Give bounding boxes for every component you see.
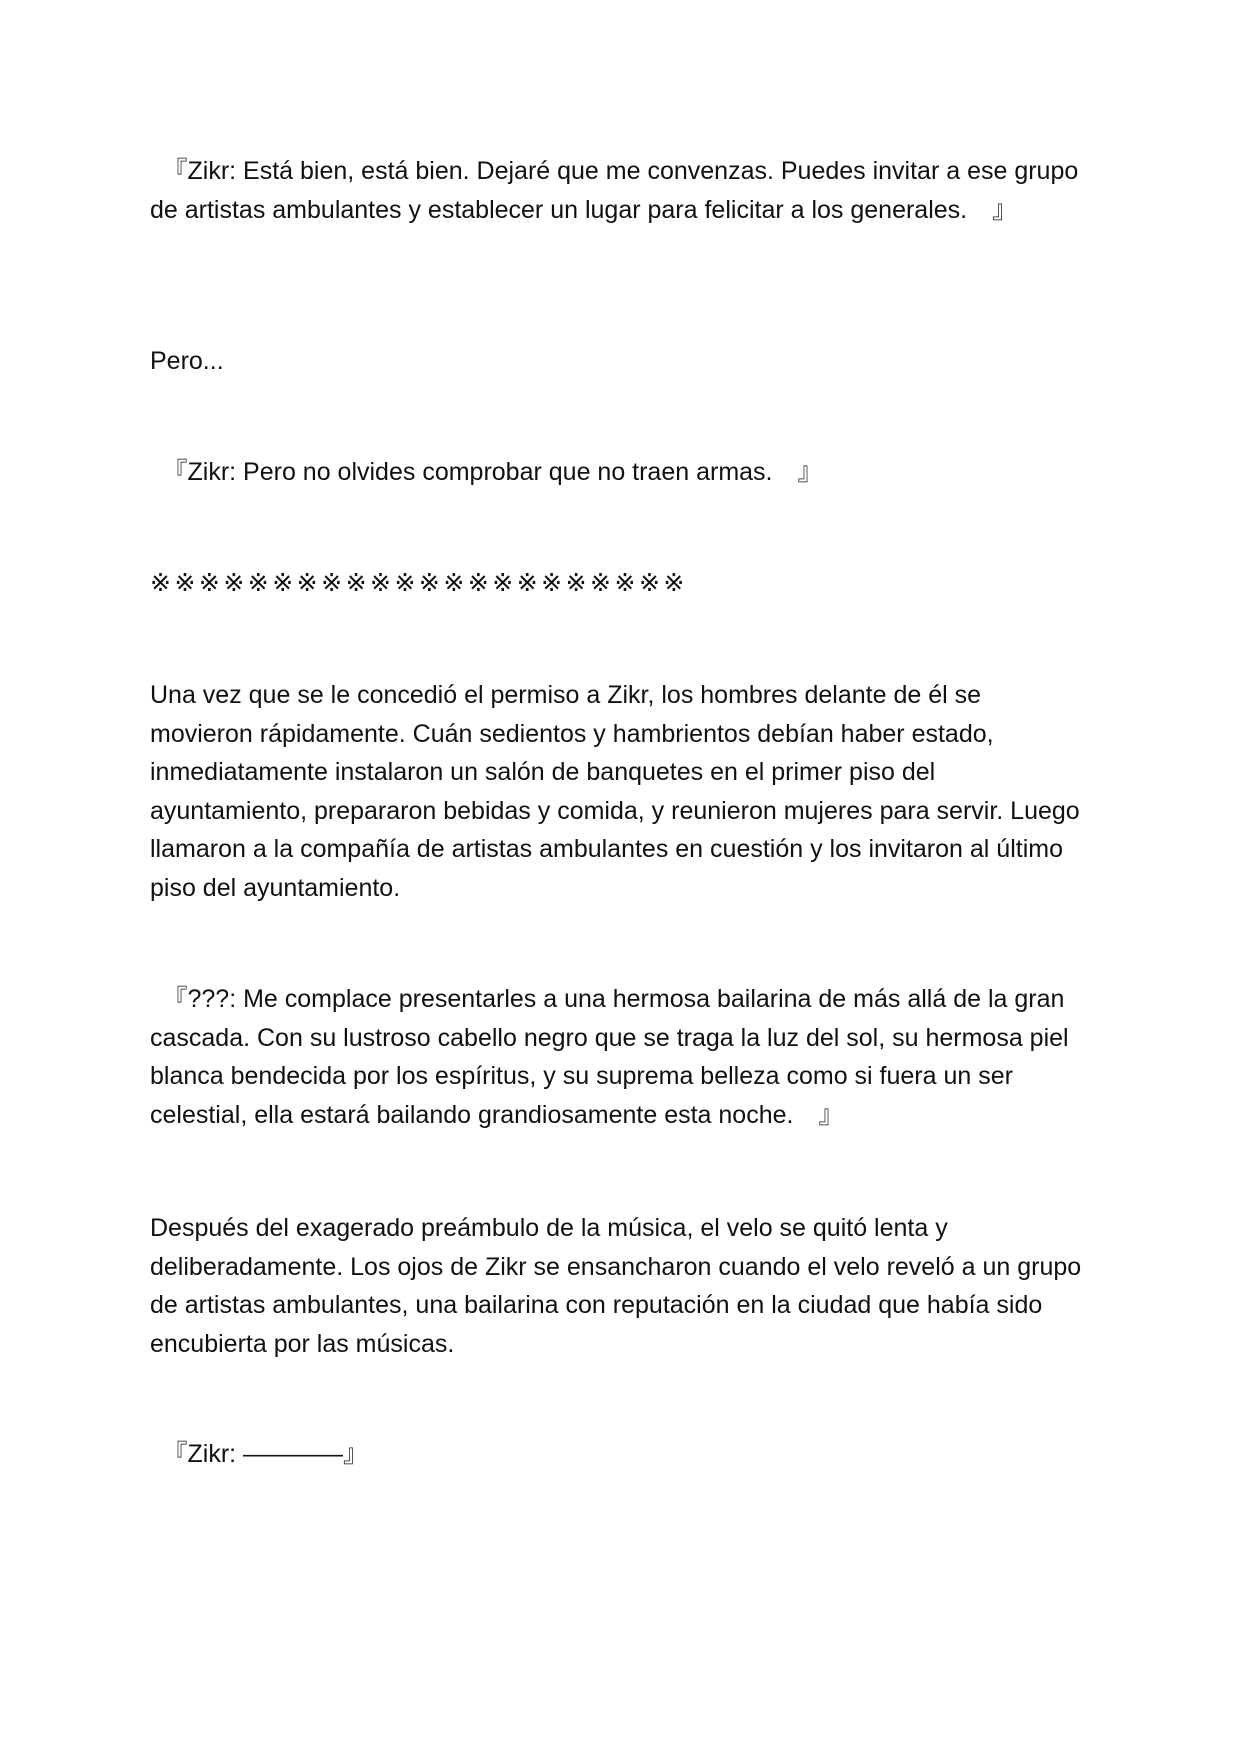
scene-separator: ※※※※※※※※※※※※※※※※※※※※※※ — [150, 568, 688, 597]
dialogue-presenter: 『???: Me complace presentarles a una hermosa bailarina de más allá de la gran cascada. Con su lustroso cabello negro que se traga la luz del sol, su hermosa piel blanca bendecida por los espíritus, y su suprema belleza como si fuera un ser celestial, ella estará bailando grandiosamente esta noche. 』 — [150, 985, 1076, 1129]
narration-pero: Pero... — [150, 347, 224, 375]
narration-veil: Después del exagerado preámbulo de la música, el velo se quitó lenta y deliberadamente. Los ojos de Zikr se ensancharon cuando el velo reveló a un grupo de artistas ambulantes, una bailarina con reputación en la ciudad que había sido encubierta por las músicas. — [150, 1214, 1089, 1358]
dialogue-zikr-weapons: 『Zikr: Pero no olvides comprobar que no traen armas. 』 — [150, 458, 823, 486]
narration-banquet: Una vez que se le concedió el permiso a Zikr, los hombres delante de él se movieron rápidamente. Cuán sedientos y hambrientos debían haber estado, inmediatamente instalaron un salón de banquetes en el primer piso del ayuntamiento, prepararon bebidas y comida, y reunieron mujeres para servir. Luego llamaron a la compañía de artistas ambulantes en cuestión y los invitaron al último piso del ayuntamiento. — [150, 681, 1087, 902]
dialogue-zikr-agreement: 『Zikr: Está bien, está bien. Dejaré que me convenzas. Puedes invitar a ese grupo de artistas ambulantes y establecer un lugar para felicitar a los generales. 』 — [150, 157, 1086, 224]
dialogue-zikr-silence: 『Zikr: ————』 — [150, 1440, 369, 1468]
